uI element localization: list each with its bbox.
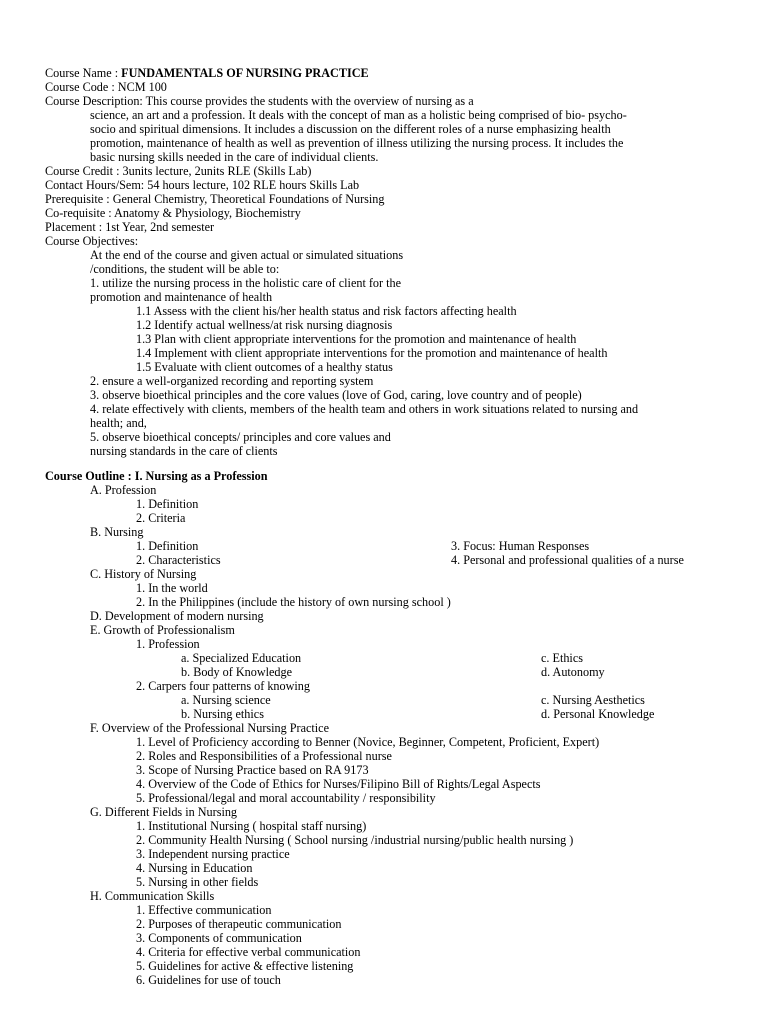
course-description-line: Course Description: This course provides the students with the overview of nursing as a (45, 94, 474, 108)
outline-item: 2. Roles and Responsibilities of a Professional nurse (136, 749, 392, 763)
outline-section-c: C. History of Nursing (90, 567, 197, 581)
placement: Placement : 1st Year, 2nd semester (45, 220, 215, 234)
outline-item: 1. In the world (136, 581, 208, 595)
outline-subitem: b. Body of Knowledge (181, 665, 293, 679)
outline-subitem: a. Specialized Education (181, 651, 302, 665)
outline-subitem: c. Ethics (541, 651, 583, 665)
outline-item: 2. Purposes of therapeutic communication (136, 917, 342, 931)
objective-1: promotion and maintenance of health (90, 290, 273, 304)
objectives-intro: At the end of the course and given actual or simulated situations (90, 248, 404, 262)
outline-item: 1. Definition (136, 539, 199, 553)
objective-item: health; and, (90, 416, 147, 430)
prerequisite: Prerequisite : General Chemistry, Theoretical Foundations of Nursing (45, 192, 385, 206)
course-description-line: basic nursing skills needed in the care of individual clients. (90, 150, 379, 164)
objective-sub: 1.2 Identify actual wellness/at risk nursing diagnosis (136, 318, 393, 332)
outline-section-b: B. Nursing (90, 525, 144, 539)
outline-item: 3. Scope of Nursing Practice based on RA 9173 (136, 763, 369, 777)
outline-item: 3. Focus: Human Responses (451, 539, 590, 553)
objective-item: 5. observe bioethical concepts/ principles and core values and (90, 430, 391, 444)
objective-sub: 1.4 Implement with client appropriate interventions for the promotion and maintenance of health (136, 346, 608, 360)
outline-item: 1. Effective communication (136, 903, 272, 917)
contact-hours: Contact Hours/Sem: 54 hours lecture, 102 RLE hours Skills Lab (45, 178, 360, 192)
outline-item: 4. Overview of the Code of Ethics for Nurses/Filipino Bill of Rights/Legal Aspects (136, 777, 541, 791)
outline-item: 1. Institutional Nursing ( hospital staff nursing) (136, 819, 367, 833)
course-credit: Course Credit : 3units lecture, 2units RLE (Skills Lab) (45, 164, 312, 178)
outline-section-h: H. Communication Skills (90, 889, 215, 903)
outline-subitem: b. Nursing ethics (181, 707, 264, 721)
objective-1: 1. utilize the nursing process in the holistic care of client for the (90, 276, 402, 290)
outline-item: 4. Nursing in Education (136, 861, 253, 875)
objective-item: 3. observe bioethical principles and the core values (love of God, caring, love country and of people) (90, 388, 582, 402)
outline-item: 1. Profession (136, 637, 200, 651)
corequisite: Co-requisite : Anatomy & Physiology, Biochemistry (45, 206, 301, 220)
course-description-line: promotion, maintenance of health as well as prevention of illness utilizing the nursing process. It includes the (90, 136, 624, 150)
outline-subitem: c. Nursing Aesthetics (541, 693, 645, 707)
course-name-label: Course Name : (45, 66, 122, 80)
objective-item: nursing standards in the care of clients (90, 444, 278, 458)
outline-subitem: a. Nursing science (181, 693, 271, 707)
outline-section-e: E. Growth of Professionalism (90, 623, 235, 637)
objective-item: 4. relate effectively with clients, members of the health team and others in work situations related to nursing and (90, 402, 639, 416)
outline-subitem: d. Personal Knowledge (541, 707, 655, 721)
outline-section-a: A. Profession (90, 483, 157, 497)
objective-sub: 1.1 Assess with the client his/her health status and risk factors affecting health (136, 304, 517, 318)
outline-item: 4. Personal and professional qualities of a nurse (451, 553, 684, 567)
objective-item: 2. ensure a well-organized recording and reporting system (90, 374, 374, 388)
course-description-line: socio and spiritual dimensions. It includes a discussion on the different roles of a nurse emphasizing health (90, 122, 611, 136)
outline-item: 2. Carpers four patterns of knowing (136, 679, 310, 693)
outline-item: 5. Nursing in other fields (136, 875, 259, 889)
outline-section-d: D. Development of modern nursing (90, 609, 264, 623)
course-name-line (45, 66, 369, 80)
objectives-intro: /conditions, the student will be able to: (90, 262, 280, 276)
course-description-line: science, an art and a profession. It deals with the concept of man as a holistic being comprised of bio- psycho- (90, 108, 627, 122)
objectives-label: Course Objectives: (45, 234, 139, 248)
outline-item: 3. Components of communication (136, 931, 302, 945)
course-code: Course Code : NCM 100 (45, 80, 167, 94)
outline-item: 4. Criteria for effective verbal communication (136, 945, 361, 959)
objective-sub: 1.3 Plan with client appropriate interventions for the promotion and maintenance of health (136, 332, 577, 346)
outline-item: 1. Definition (136, 497, 199, 511)
outline-item: 5. Professional/legal and moral accountability / responsibility (136, 791, 436, 805)
outline-item: 1. Level of Proficiency according to Benner (Novice, Beginner, Competent, Proficient, Expert) (136, 735, 600, 749)
outline-item: 2. Criteria (136, 511, 186, 525)
outline-item: 5. Guidelines for active & effective listening (136, 959, 354, 973)
outline-item: 2. Characteristics (136, 553, 221, 567)
outline-section-g: G. Different Fields in Nursing (90, 805, 238, 819)
outline-item: 6. Guidelines for use of touch (136, 973, 281, 987)
outline-item: 2. Community Health Nursing ( School nursing /industrial nursing/public health nursing ) (136, 833, 574, 847)
outline-subitem: d. Autonomy (541, 665, 605, 679)
outline-item: 3. Independent nursing practice (136, 847, 290, 861)
objective-sub: 1.5 Evaluate with client outcomes of a healthy status (136, 360, 393, 374)
outline-section-f: F. Overview of the Professional Nursing Practice (90, 721, 329, 735)
outline-item: 2. In the Philippines (include the history of own nursing school ) (136, 595, 451, 609)
course-name-value: FUNDAMENTALS OF NURSING PRACTICE (121, 66, 369, 80)
course-outline-title: Course Outline : I. Nursing as a Profession (45, 469, 268, 483)
